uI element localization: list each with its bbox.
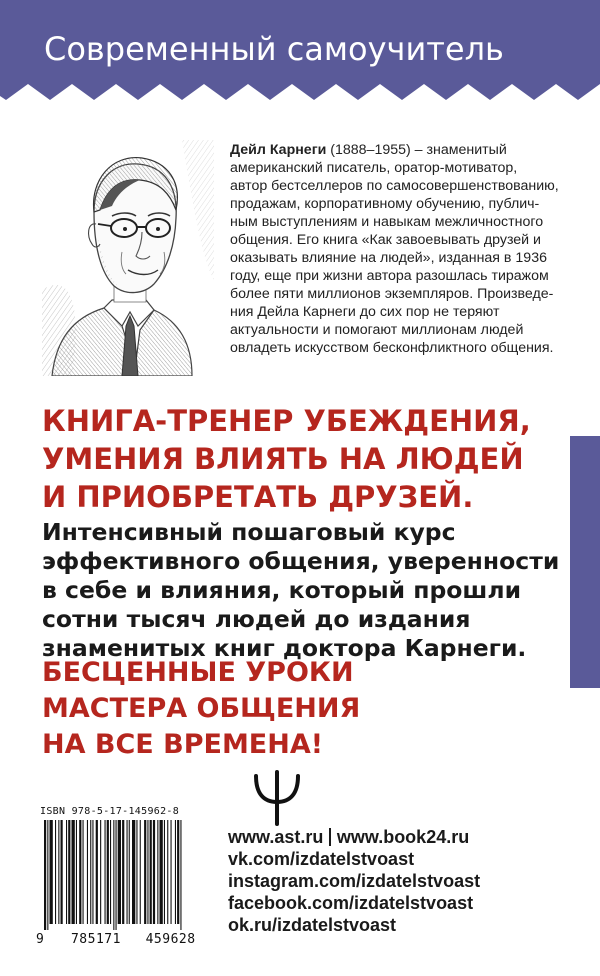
barcode-bar <box>55 820 56 924</box>
barcode-bar <box>58 820 59 924</box>
barcode-bar <box>122 820 124 924</box>
barcode-bar <box>116 820 117 930</box>
barcode-bar <box>83 820 84 924</box>
barcode-bar <box>92 820 93 924</box>
tagline-line: НА ВСЕ ВРЕМЕНА! <box>42 729 324 760</box>
barcode-bar <box>105 820 106 924</box>
barcode-bar <box>118 820 121 924</box>
barcode-digits-right: 459628 <box>145 932 196 947</box>
bio-line: году, еще при жизни автора разошлась тиражом <box>230 268 549 284</box>
barcode-bar <box>61 820 63 924</box>
barcode-bar <box>50 820 53 924</box>
bio-line: (1888–1955) – знаменитый <box>326 142 507 158</box>
barcode-bar <box>147 820 148 924</box>
barcode-digits <box>36 932 196 947</box>
tagline <box>42 655 360 763</box>
headline-line: УМЕНИЯ ВЛИЯТЬ НА ЛЮДЕЙ <box>42 442 524 476</box>
barcode-bar <box>90 820 91 924</box>
barcode-bar <box>96 820 98 924</box>
psi-publisher-logo-icon <box>252 770 302 826</box>
bio-line: более пяти миллионов экземпляров. Произведе- <box>230 286 554 302</box>
bio-line: автор бестселлеров по самосовершенствованию, <box>230 178 559 194</box>
barcode-bar <box>164 820 165 924</box>
bio-line: овладеть искусством бесконфликтного общения. <box>230 340 554 356</box>
side-color-tab <box>570 436 600 688</box>
barcode-bar <box>68 820 70 924</box>
isbn-label: ISBN 978-5-17-145962-8 <box>40 806 180 817</box>
barcode-bar <box>144 820 146 924</box>
tagline-line: МАСТЕРА ОБЩЕНИЯ <box>42 693 361 724</box>
barcode-bar <box>175 820 176 924</box>
link-book24[interactable]: www.book24.ru <box>336 827 470 847</box>
link-facebook[interactable]: facebook.com/izdatelstvoast <box>228 893 474 913</box>
barcode-bar <box>66 820 67 924</box>
barcode-bar <box>167 820 168 924</box>
main-headline <box>42 402 531 516</box>
barcode-bar <box>110 820 111 924</box>
description-line: сотни тысяч людей до издания <box>42 605 471 633</box>
description-line: знаменитых книг доктора Карнеги. <box>42 634 527 662</box>
barcode-digit-first: 9 <box>36 932 45 947</box>
barcode-bar <box>100 820 101 924</box>
link-ast[interactable]: www.ast.ru <box>228 827 324 847</box>
series-title: Современный самоучитель <box>44 30 504 68</box>
barcode-bar <box>140 820 141 924</box>
tagline-line: БЕСЦЕННЫЕ УРОКИ <box>42 657 354 688</box>
description-line: эффективного общения, уверенности <box>42 547 560 575</box>
barcode-bar <box>177 820 179 924</box>
barcode-bar <box>171 820 172 924</box>
bio-line: продажам, корпоративному обучению, публич- <box>230 196 540 212</box>
bio-line: оказывать влияние на людей», изданная в 1936 <box>230 250 547 266</box>
author-bio <box>230 141 565 357</box>
barcode-bar <box>157 820 158 924</box>
portrait-sketch-image <box>42 140 214 376</box>
barcode-bar <box>127 820 128 924</box>
barcode-bar <box>44 820 46 930</box>
description-line: Интенсивный пошаговый курс <box>42 518 456 546</box>
barcode-digits-left: 785171 <box>70 932 121 947</box>
publisher-links <box>228 826 480 936</box>
barcode-bar <box>113 820 114 930</box>
barcode-bar <box>153 820 155 924</box>
barcode-bar <box>180 820 181 930</box>
bio-line: американский писатель, оратор-мотиватор, <box>230 160 518 176</box>
barcode-bar <box>150 820 152 924</box>
bio-line: общения. Его книга «Как завоевывать друзей и <box>230 232 541 248</box>
barcode-bar <box>47 820 48 930</box>
barcode-bar <box>79 820 81 924</box>
link-separator <box>329 828 331 846</box>
barcode-bar <box>136 820 137 924</box>
barcode-bar <box>132 820 135 924</box>
description-line: в себе и влияния, который прошли <box>42 576 522 604</box>
bio-line: ным выступлениям и навыкам межличностного <box>230 214 544 230</box>
link-instagram[interactable]: instagram.com/izdatelstvoast <box>228 871 481 891</box>
barcode-bar <box>129 820 130 924</box>
barcode-bar <box>107 820 109 924</box>
bio-line: ния Дейла Карнеги до сих пор не теряют <box>230 304 500 320</box>
barcode-bar <box>87 820 88 924</box>
barcode-bar <box>76 820 77 924</box>
top-banner <box>0 0 600 113</box>
bio-line: актуальности и помогают миллионам людей <box>230 322 524 338</box>
headline-line: КНИГА-ТРЕНЕР УБЕЖДЕНИЯ, <box>42 404 531 438</box>
barcode-bar <box>72 820 75 924</box>
barcode-image <box>36 820 218 930</box>
link-ok[interactable]: ok.ru/izdatelstvoast <box>228 915 397 935</box>
barcode-bar <box>160 820 163 924</box>
link-vk[interactable]: vk.com/izdatelstvoast <box>228 849 415 869</box>
headline-line: И ПРИОБРЕТАТЬ ДРУЗЕЙ. <box>42 480 474 514</box>
author-name: Дейл Карнеги <box>230 142 327 158</box>
author-portrait <box>42 140 214 376</box>
course-description <box>42 518 559 663</box>
